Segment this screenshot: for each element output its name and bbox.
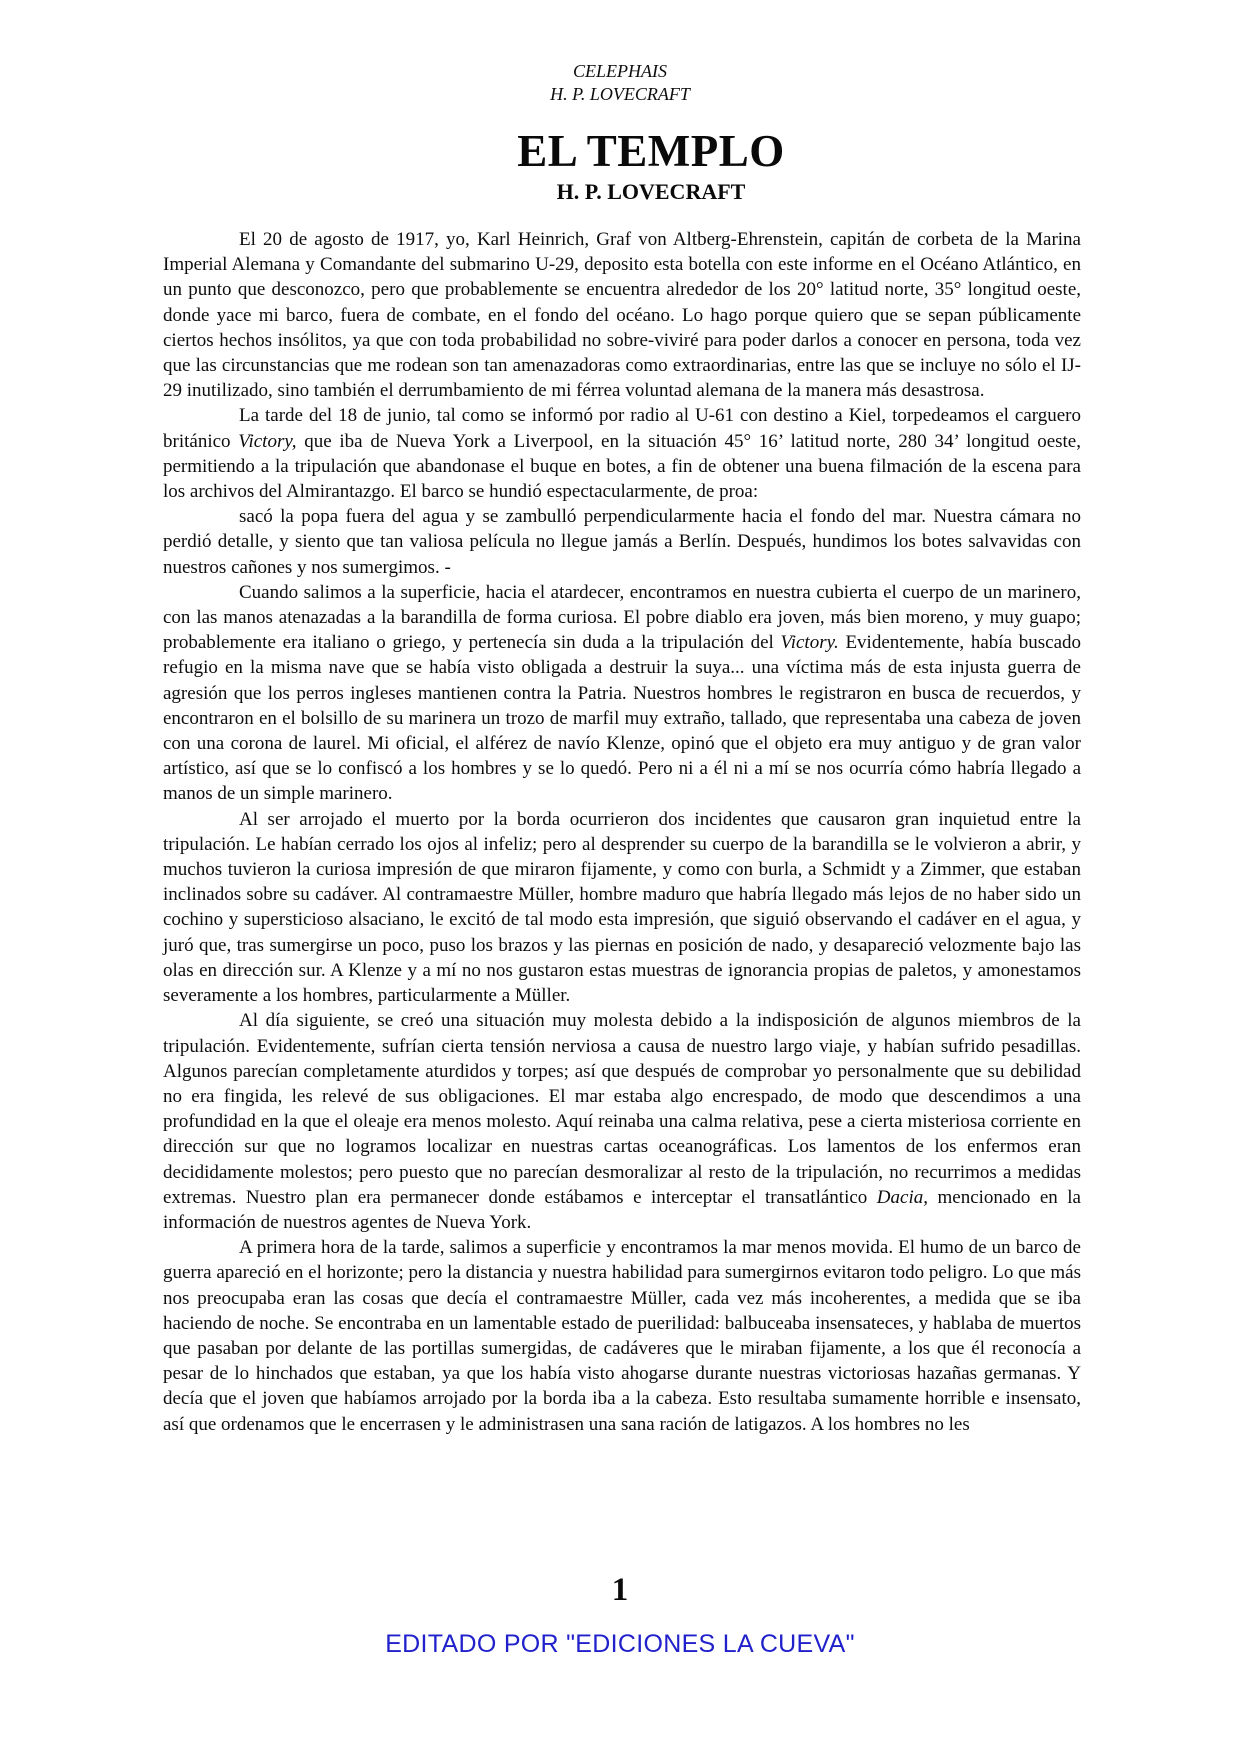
italic-text: Victory, [238, 430, 297, 452]
text-run: Al día siguiente, se creó una situación muy molesta debido a la indisposición de algunos miembros de la tripulación. Evidentemente, sufrían cierta tensión nerviosa a causa de nuestro largo viaje, y habían sufrido pesadillas. Algunos parecían completamente aturdidos y torpes; así que después de comprobar yo personalmente que su debilidad no era fingida, les relevé de sus obligaciones. El mar estaba algo encrespado, de modo que descendimos a una profundidad en la que el oleaje era menos molesto. Aquí reinaba una calma relativa, pese a cierta misteriosa corriente en dirección sur que no logramos localizar en nuestras cartas oceanográficas. Los lamentos de los enfermos eran decididamente molestos; pero puesto que no parecían desmoralizar al resto de la tripulación, no recurrimos a medidas extremas. Nuestro plan era permanecer donde estábamos e interceptar el transatlántico [163, 1010, 1081, 1208]
paragraph [163, 580, 1081, 807]
paragraph [163, 807, 1081, 1009]
paragraph [163, 1008, 1081, 1235]
text-run: sacó la popa fuera del agua y se zambulló perpendicularmente hacia el fondo del mar. Nuestra cámara no perdió detalle, y siento que tan valiosa película no llegue jamás a Berlín. Después, hundimos los botes salvavidas con nuestros cañones y nos sumergimos. - [163, 506, 1081, 578]
page-number: 1 [611, 1572, 629, 1608]
story-body [163, 227, 1081, 1437]
text-run: La tarde del 18 de junio, tal como se informó por radio al U-61 con destino a Kiel, torpedeamos el carguero británico [163, 405, 1081, 452]
text-run: A primera hora de la tarde, salimos a superficie y encontramos la mar menos movida. El humo de un barco de guerra apareció en el horizonte; pero la distancia y nuestra habilidad para sumergirnos evitaron todo peligro. Lo que más nos preocupaba eran las cosas que decía el contramaestre Müller, cada vez más incoherentes, a medida que se iba haciendo de noche. Se encontraba en un lamentable estado de puerilidad: balbuceaba insensateces, y hablaba de muertos que pasaban por delante de las portillas sumergidas, de cadáveres que le miraban fijamente, a los que él reconocía a pesar de lo hinchados que estaban, ya que los había visto ahogarse durante nuestras victoriosas hazañas germanas. Y decía que el joven que habíamos arrojado por la borda iba a la cabeza. Esto resultaba sumamente horrible e insensato, así que ordenamos que le encerrasen y le administrasen una sana ración de latigazos. A los hombres no les [163, 1237, 1081, 1435]
paragraph [163, 403, 1081, 504]
running-header [0, 60, 1240, 106]
text-run: Al ser arrojado el muerto por la borda ocurrieron dos incidentes que causaron gran inquietud entre la tripulación. Le habían cerrado los ojos al infeliz; pero al desprender su cuerpo de la barandilla se le volvieron a abrir, y muchos tuvieron la curiosa impresión de que miraron fijamente, y como con burla, a Schmidt y a Zimmer, que estaban inclinados sobre su cadáver. Al contramaestre Müller, hombre maduro que habría llegado más lejos de no haber sido un cochino y supersticioso alsaciano, le excitó de tal modo esta impresión, que siguió observando el cadáver en el agua, y juró que, tras sumergirse un poco, puso los brazos y las piernas en posición de nado, y desapareció velozmente bajo las olas en dirección sur. A Klenze y a mí no nos gustaron estas muestras de ignorancia propias de paletos, y amonestamos severamente a los hombres, particularmente a Müller. [163, 808, 1081, 1007]
italic-text: Dacia, [876, 1186, 928, 1208]
text-run: Evidentemente, había buscado refugio en la misma nave que se había visto obligada a destruir la suya... una víctima más de esta injusta guerra de agresión que los perros ingleses mantienen contra la Patria. Nuestros hombres le registraron en busca de recuerdos, y encontraron en el bolsillo de su marinera un trozo de marfil muy extraño, tallado, que representaba una cabeza de joven con una corona de laurel. Mi oficial, el alférez de navío Klenze, opinó que el objeto era muy antiguo y de gran valor artístico, así que se lo confiscó a los hombres y se lo quedó. Pero ni a él ni a mí se nos ocurría cómo habría llegado a manos de un simple marinero. [163, 632, 1081, 805]
paragraph [163, 1235, 1081, 1437]
italic-text: Victory. [780, 632, 839, 654]
text-run: que iba de Nueva York a Liverpool, en la situación 45° 16’ latitud norte, 280 34’ longitud oeste, permitiendo a la tripulación que abandonase el buque en botes, a fin de obtener una buena filmación de la escena para los archivos del Almirantazgo. El barco se hundió espectacularmente, de proa: [163, 430, 1081, 503]
paragraph [163, 504, 1081, 580]
running-header-title: CELEPHAIS [573, 61, 667, 81]
paragraph [163, 227, 1081, 403]
title-block [31, 126, 1240, 205]
page-title: EL TEMPLO [517, 126, 785, 176]
title-author: H. P. LOVECRAFT [556, 179, 746, 204]
text-run: mencionado en la información de nuestros agentes de Nueva York. [163, 1186, 1081, 1233]
running-header-author: H. P. LOVECRAFT [550, 84, 690, 104]
text-run: Cuando salimos a la superficie, hacia el atardecer, encontramos en nuestra cubierta el cuerpo de un marinero, con las manos atenazadas a la barandilla de forma curiosa. El pobre diablo era joven, más bien moreno, y muy guapo; probablemente era italiano o griego, y pertenecía sin duda a la tripulación del [163, 581, 1081, 654]
publisher-note: EDITADO POR "EDICIONES LA CUEVA" [385, 1630, 855, 1658]
text-run: El 20 de agosto de 1917, yo, Karl Heinrich, Graf von Altberg-Ehrenstein, capitán de corbeta de la Marina Imperial Alemana y Comandante del submarino U-29, deposito esta botella con este informe en el Océano Atlántico, en un punto que desconozco, pero que probablemente se encuentra alrededor de los 20° latitud norte, 35° longitud oeste, donde yace mi barco, fuera de combate, en el fondo del océano. Lo hago porque quiero que se sepan públicamente ciertos hechos insólitos, ya que con toda probabilidad no sobre-viviré para poder darlos a conocer en persona, toda vez que las circunstancias que me rodean son tan amenazadoras como extraordinarias, entre las que se incluye no sólo el IJ-29 inutilizado, sino también el derrumbamiento de mi férrea voluntad alemana de la manera más desastrosa. [163, 229, 1081, 402]
